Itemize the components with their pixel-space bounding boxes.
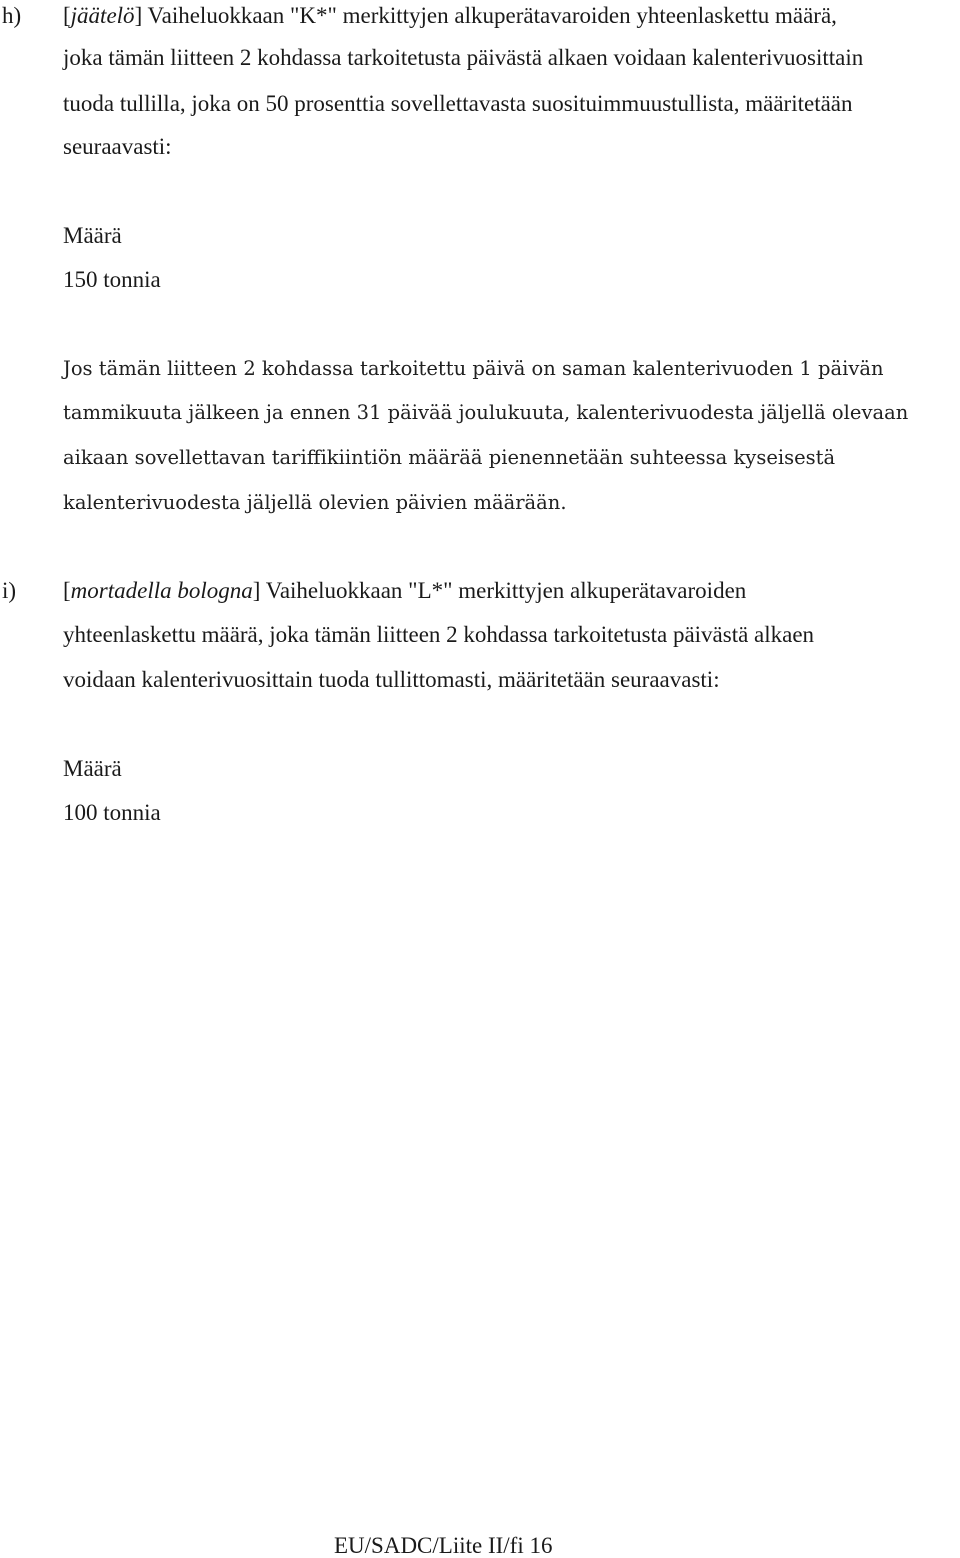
- item-h-note-line-3: aikaan sovellettavan tariffikiintiön määrää pienennetään suhteessa kyseisestä: [63, 446, 836, 469]
- item-h-marker: h): [2, 3, 22, 28]
- item-i-line-3: voidaan kalenterivuosittain tuoda tullittomasti, määritetään seuraavasti:: [63, 667, 720, 692]
- item-h-line-3: tuoda tullilla, joka on 50 prosenttia sovellettavasta suosituimmuustullista, määritetään: [63, 91, 853, 116]
- item-i-line-2: yhteenlaskettu määrä, joka tämän liitteen 2 kohdassa tarkoitetusta päivästä alkaen: [63, 622, 815, 647]
- item-h-line-1-rest: ] Vaiheluokkaan "K*" merkittyjen alkuperätavaroiden yhteenlaskettu määrä,: [134, 3, 837, 28]
- item-h-line-2: joka tämän liitteen 2 kohdassa tarkoitetusta päivästä alkaen voidaan kalenterivuosittain: [63, 45, 864, 70]
- item-h-note-line-2: tammikuuta jälkeen ja ennen 31 päivää joulukuuta, kalenterivuodesta jäljellä olevaan: [63, 401, 909, 424]
- item-i-quantity-label: Määrä: [63, 756, 122, 781]
- item-i-product-name: mortadella bologna: [70, 578, 253, 603]
- item-i-open-bracket: [: [63, 578, 71, 603]
- item-i-marker: i): [2, 578, 17, 603]
- item-h-note-line-1: Jos tämän liitteen 2 kohdassa tarkoitettu päivä on saman kalenterivuoden 1 päivän: [63, 357, 884, 380]
- item-h-line-4: seuraavasti:: [63, 134, 172, 159]
- item-h-quantity-value: 150 tonnia: [63, 267, 161, 292]
- item-h-product-name: jäätelö: [70, 3, 135, 28]
- item-h-quantity-label: Määrä: [63, 223, 122, 248]
- page-footer: EU/SADC/Liite II/fi 16: [334, 1533, 553, 1558]
- item-h-line-1: [63, 4, 837, 28]
- item-i-line-1-rest: ] Vaiheluokkaan "L*" merkittyjen alkuperätavaroiden: [252, 578, 747, 603]
- item-i-quantity-value: 100 tonnia: [63, 800, 161, 825]
- item-h-open-bracket: [: [63, 3, 71, 28]
- item-i-line-1: [63, 579, 746, 603]
- item-h-note-line-4: kalenterivuodesta jäljellä olevien päivien määrään.: [63, 491, 567, 514]
